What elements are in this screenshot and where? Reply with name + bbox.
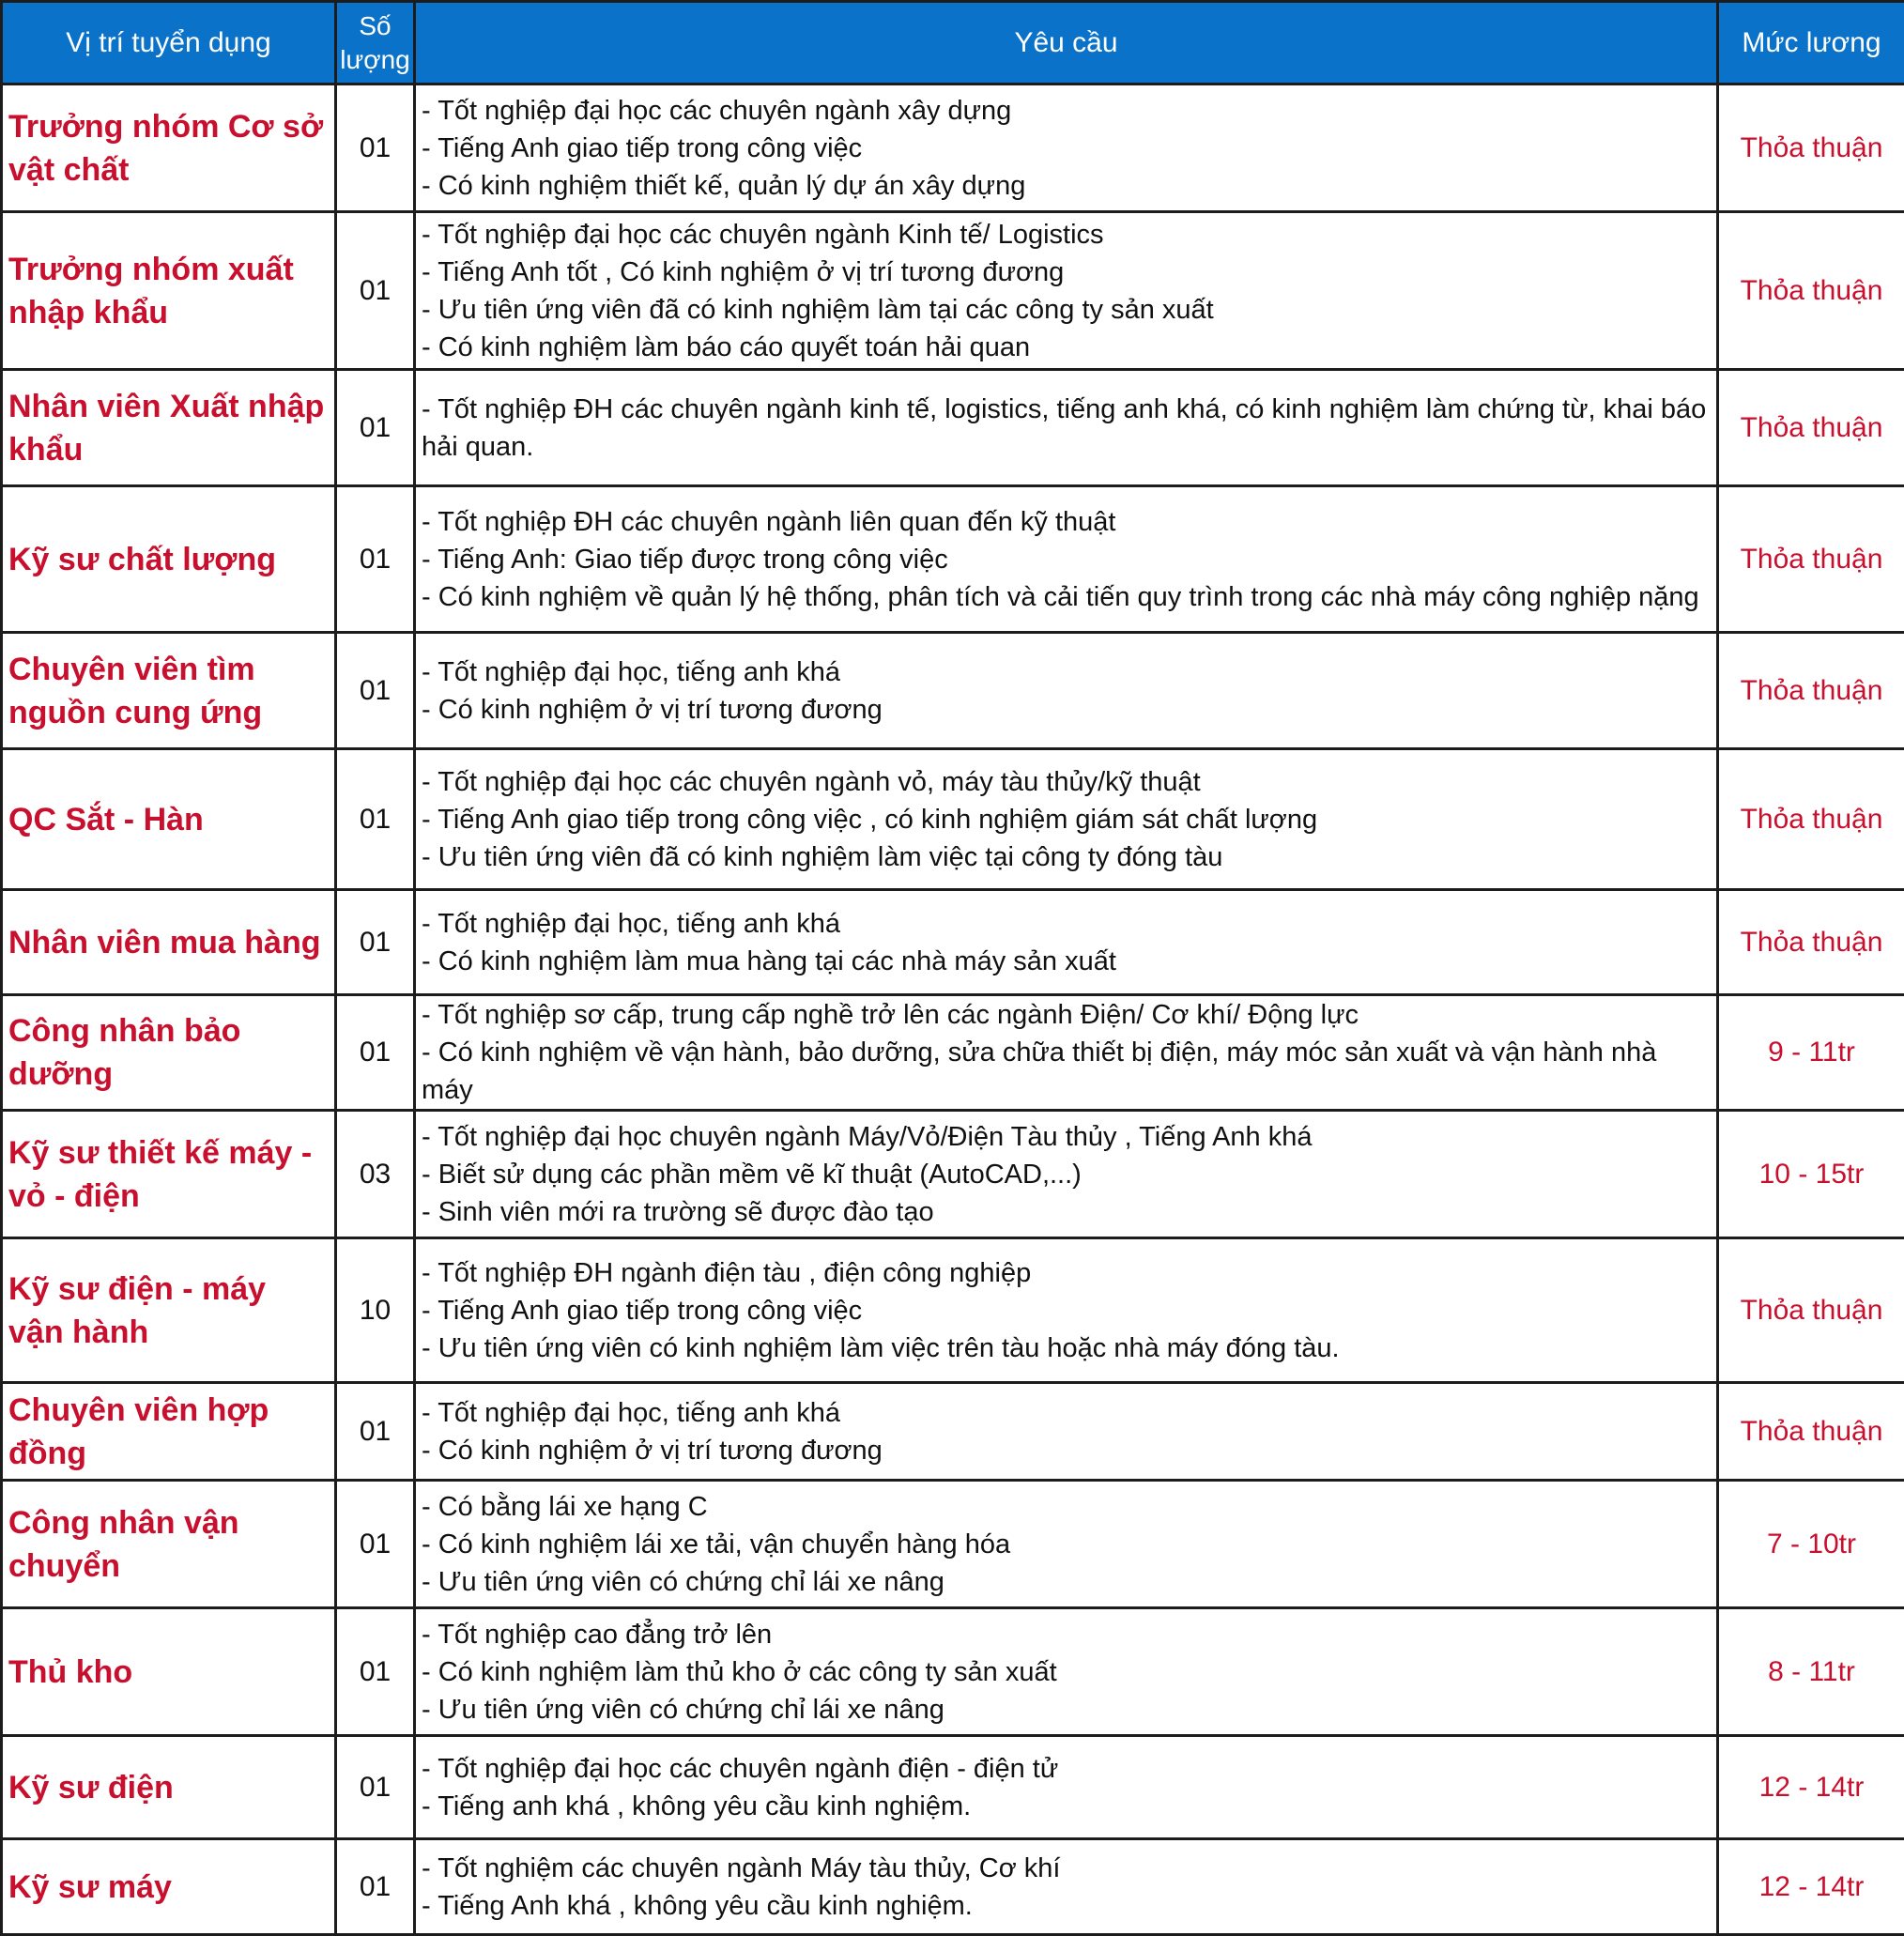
requirement-line: - Tốt nghiệp đại học chuyên ngành Máy/Vỏ/Điện Tàu thủy , Tiếng Anh khá [422,1118,1707,1156]
quantity-cell: 01 [336,995,415,1111]
salary-cell: 10 - 15tr [1718,1111,1904,1238]
quantity-cell: 01 [336,370,415,486]
position-cell: Kỹ sư chất lượng [2,486,336,633]
salary-cell: 8 - 11tr [1718,1608,1904,1736]
requirement-line: - Tiếng Anh: Giao tiếp được trong công việc [422,541,1707,578]
requirement-line: - Ưu tiên ứng viên đã có kinh nghiệm làm việc tại công ty đóng tàu [422,838,1707,876]
salary-cell: Thỏa thuận [1718,212,1904,370]
requirement-line: - Tốt nghiệp đại học, tiếng anh khá [422,653,1707,691]
requirement-line: - Sinh viên mới ra trường sẽ được đào tạo [422,1193,1707,1231]
quantity-cell: 01 [336,85,415,212]
requirement-line: - Có kinh nghiệm làm mua hàng tại các nhà máy sản xuất [422,943,1707,980]
quantity-cell: 01 [336,749,415,890]
salary-cell: 12 - 14tr [1718,1736,1904,1839]
requirements-cell [415,1238,1718,1383]
table-row [2,85,1904,212]
table-row [2,486,1904,633]
table-row [2,633,1904,749]
position-cell: Trưởng nhóm Cơ sở vật chất [2,85,336,212]
quantity-cell: 01 [336,1383,415,1481]
requirements-cell [415,995,1718,1111]
requirement-line: - Tốt nghiệp cao đẳng trở lên [422,1616,1707,1653]
table-row [2,1608,1904,1736]
position-cell: Trưởng nhóm xuất nhập khẩu [2,212,336,370]
requirement-line: - Tiếng Anh khá , không yêu cầu kinh nghiệm. [422,1887,1707,1925]
requirement-line: - Tốt nghiệp đại học các chuyên ngành xây dựng [422,92,1707,130]
salary-cell: Thỏa thuận [1718,486,1904,633]
quantity-cell: 10 [336,1238,415,1383]
requirements-cell [415,486,1718,633]
requirement-line: - Có kinh nghiệm làm báo cáo quyết toán hải quan [422,329,1707,366]
requirement-line: - Ưu tiên ứng viên có chứng chỉ lái xe nâng [422,1563,1707,1601]
requirements-cell [415,1736,1718,1839]
quantity-cell: 03 [336,1111,415,1238]
requirement-line: - Có kinh nghiệm ở vị trí tương đương [422,691,1707,729]
header-requirements: Yêu cầu [415,2,1718,85]
requirements-cell [415,212,1718,370]
requirement-line: - Có kinh nghiệm thiết kế, quản lý dự án xây dựng [422,167,1707,205]
quantity-cell: 01 [336,212,415,370]
requirement-line: - Tốt nghiệp ĐH ngành điện tàu , điện công nghiệp [422,1254,1707,1292]
table-body [2,85,1904,1935]
requirement-line: - Tốt nghiệp ĐH các chuyên ngành liên quan đến kỹ thuật [422,503,1707,541]
salary-cell: Thỏa thuận [1718,1238,1904,1383]
header-position: Vị trí tuyển dụng [2,2,336,85]
requirement-line: - Có kinh nghiệm làm thủ kho ở các công ty sản xuất [422,1653,1707,1691]
table-header-row [2,2,1904,85]
header-salary: Mức lương [1718,2,1904,85]
table-row [2,995,1904,1111]
table-row [2,1238,1904,1383]
requirement-line: - Tiếng Anh giao tiếp trong công việc [422,130,1707,167]
table-row [2,1839,1904,1935]
position-cell: Kỹ sư điện [2,1736,336,1839]
position-cell: Chuyên viên tìm nguồn cung ứng [2,633,336,749]
requirements-cell [415,85,1718,212]
requirement-line: - Có kinh nghiệm ở vị trí tương đương [422,1432,1707,1469]
quantity-cell: 01 [336,1736,415,1839]
salary-cell: Thỏa thuận [1718,370,1904,486]
salary-cell: Thỏa thuận [1718,1383,1904,1481]
position-cell: Công nhân bảo dưỡng [2,995,336,1111]
salary-cell: Thỏa thuận [1718,85,1904,212]
requirement-line: - Ưu tiên ứng viên đã có kinh nghiệm làm tại các công ty sản xuất [422,291,1707,329]
table-row [2,1383,1904,1481]
table-row [2,1111,1904,1238]
quantity-cell: 01 [336,890,415,995]
requirements-cell [415,749,1718,890]
table-row [2,370,1904,486]
table-row [2,1736,1904,1839]
requirements-cell [415,1481,1718,1608]
requirement-line: - Tốt nghiệp sơ cấp, trung cấp nghề trở lên các ngành Điện/ Cơ khí/ Động lực [422,996,1707,1034]
position-cell: QC Sắt - Hàn [2,749,336,890]
requirement-line: - Tiếng Anh giao tiếp trong công việc , có kinh nghiệm giám sát chất lượng [422,801,1707,838]
requirement-line: - Tốt nghiệp đại học, tiếng anh khá [422,905,1707,943]
quantity-cell: 01 [336,1481,415,1608]
requirements-cell [415,1383,1718,1481]
position-cell: Công nhân vận chuyển [2,1481,336,1608]
salary-cell: Thỏa thuận [1718,633,1904,749]
position-cell: Thủ kho [2,1608,336,1736]
requirement-line: - Tốt nghiệp đại học, tiếng anh khá [422,1394,1707,1432]
salary-cell: 9 - 11tr [1718,995,1904,1111]
header-quantity: Số lượng [336,2,415,85]
salary-cell: 12 - 14tr [1718,1839,1904,1935]
requirement-line: - Biết sử dụng các phần mềm vẽ kĩ thuật (AutoCAD,...) [422,1156,1707,1193]
position-cell: Kỹ sư điện - máy vận hành [2,1238,336,1383]
position-cell: Kỹ sư thiết kế máy - vỏ - điện [2,1111,336,1238]
requirement-line: - Tốt nghiệp ĐH các chuyên ngành kinh tế, logistics, tiếng anh khá, có kinh nghiệm làm chứng từ, khai báo hải quan. [422,391,1707,466]
salary-cell: 7 - 10tr [1718,1481,1904,1608]
position-cell: Nhân viên Xuất nhập khẩu [2,370,336,486]
requirement-line: - Tiếng Anh giao tiếp trong công việc [422,1292,1707,1329]
requirements-cell [415,1111,1718,1238]
quantity-cell: 01 [336,1608,415,1736]
requirements-cell [415,370,1718,486]
requirement-line: - Tốt nghiệp đại học các chuyên ngành điện - điện tử [422,1750,1707,1788]
requirement-line: - Tốt nghiệp đại học các chuyên ngành vỏ, máy tàu thủy/kỹ thuật [422,763,1707,801]
requirements-cell [415,1608,1718,1736]
quantity-cell: 01 [336,1839,415,1935]
table-row [2,749,1904,890]
position-cell: Nhân viên mua hàng [2,890,336,995]
requirement-line: - Ưu tiên ứng viên có kinh nghiệm làm việc trên tàu hoặc nhà máy đóng tàu. [422,1329,1707,1367]
salary-cell: Thỏa thuận [1718,890,1904,995]
requirement-line: - Tiếng Anh tốt , Có kinh nghiệm ở vị trí tương đương [422,254,1707,291]
requirement-line: - Có bằng lái xe hạng C [422,1488,1707,1526]
position-cell: Kỹ sư máy [2,1839,336,1935]
requirement-line: - Có kinh nghiệm về quản lý hệ thống, phân tích và cải tiến quy trình trong các nhà máy công nghiệp nặng [422,578,1707,616]
quantity-cell: 01 [336,633,415,749]
position-cell: Chuyên viên hợp đồng [2,1383,336,1481]
table-row [2,890,1904,995]
salary-cell: Thỏa thuận [1718,749,1904,890]
requirement-line: - Có kinh nghiệm lái xe tải, vận chuyển hàng hóa [422,1526,1707,1563]
requirements-cell [415,633,1718,749]
requirement-line: - Tốt nghiệm các chuyên ngành Máy tàu thủy, Cơ khí [422,1850,1707,1887]
requirement-line: - Ưu tiên ứng viên có chứng chỉ lái xe nâng [422,1691,1707,1729]
requirement-line: - Có kinh nghiệm về vận hành, bảo dưỡng, sửa chữa thiết bị điện, máy móc sản xuất và vận hành nhà máy [422,1034,1707,1109]
requirement-line: - Tiếng anh khá , không yêu cầu kinh nghiệm. [422,1788,1707,1825]
quantity-cell: 01 [336,486,415,633]
requirement-line: - Tốt nghiệp đại học các chuyên ngành Kinh tế/ Logistics [422,216,1707,254]
table-row [2,1481,1904,1608]
requirements-cell [415,890,1718,995]
requirements-cell [415,1839,1718,1935]
table-row [2,212,1904,370]
